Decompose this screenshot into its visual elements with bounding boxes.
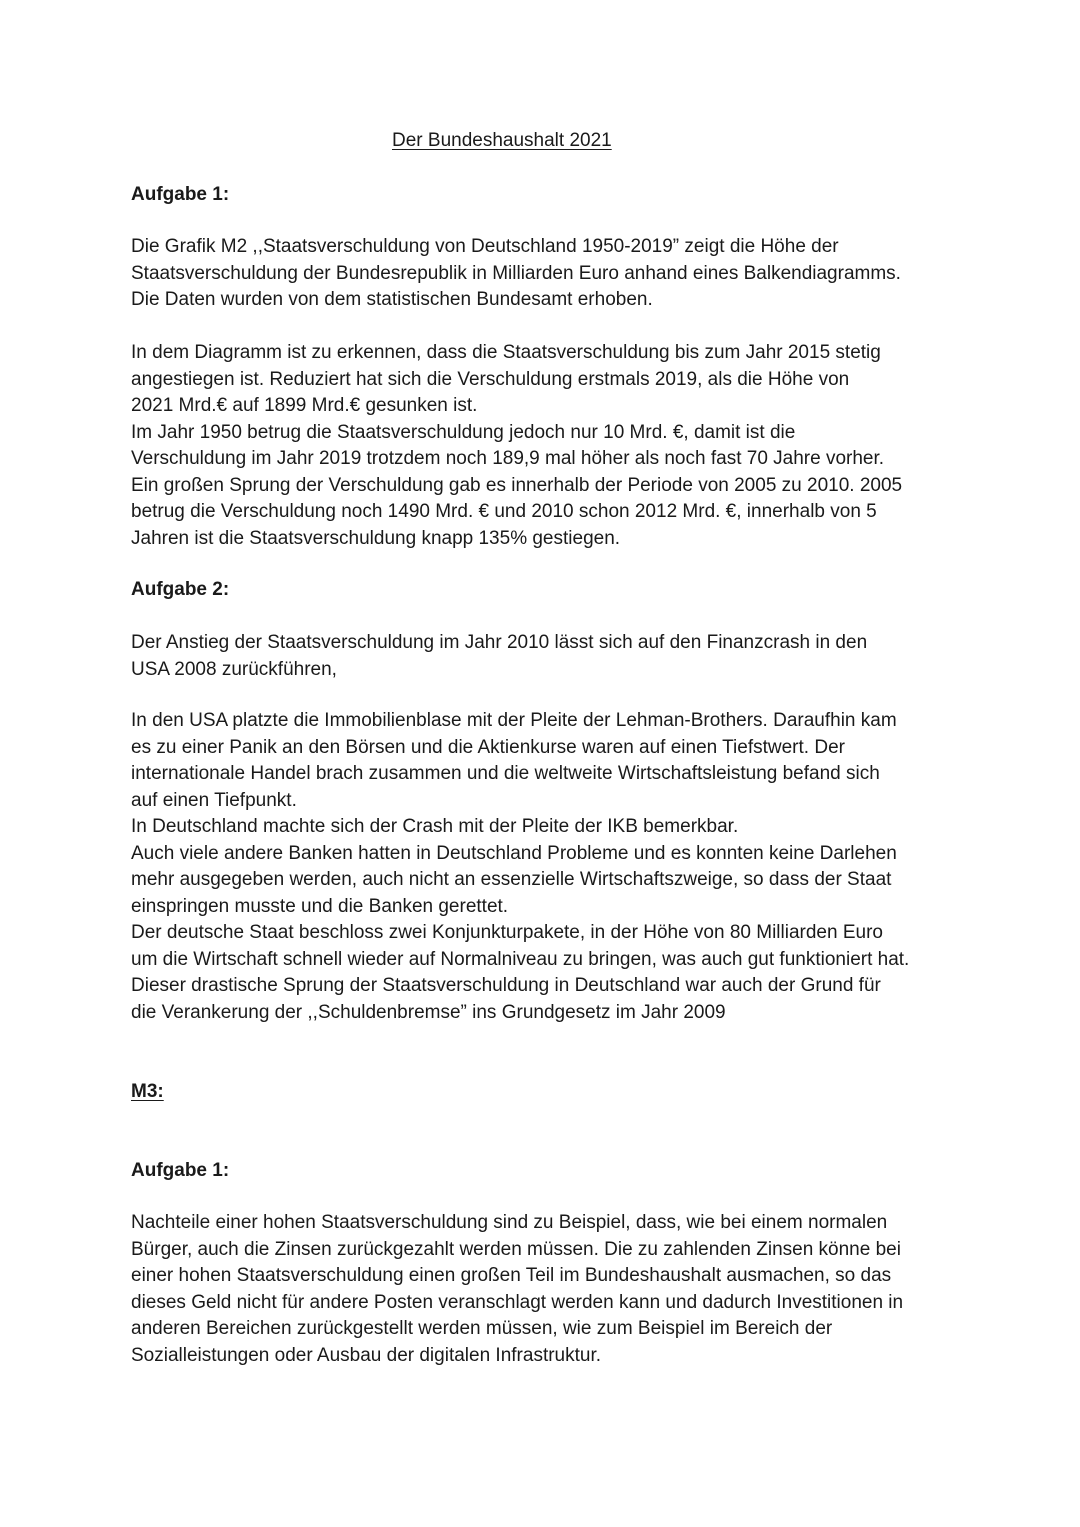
paragraph-line: internationale Handel brach zusammen und die weltweite Wirtschaftsleistung befand sich xyxy=(131,763,880,784)
paragraph-line: Staatsverschuldung der Bundesrepublik in Milliarden Euro anhand eines Balkendiagramms. xyxy=(131,262,901,284)
paragraph-line: die Verankerung der ,,Schuldenbremse” ins Grundgesetz im Jahr 2009 xyxy=(131,1001,726,1023)
heading-aufgabe-2: Aufgabe 2: xyxy=(131,579,230,600)
paragraph-line: Nachteile einer hohen Staatsverschuldung sind zu Beispiel, dass, wie bei einem normalen xyxy=(131,1212,888,1233)
paragraph-line: Verschuldung im Jahr 2019 trotzdem noch 189,9 mal höher als noch fast 70 Jahre vorher. xyxy=(131,448,885,469)
paragraph-5 xyxy=(131,1210,961,1369)
paragraph-line: betrug die Verschuldung noch 1490 Mrd. € und 2010 schon 2012 Mrd. €, innerhalb von 5 xyxy=(131,501,877,522)
paragraph-line: einer hohen Staatsverschuldung einen großen Teil im Bundeshaushalt ausmachen, so das xyxy=(131,1265,892,1286)
paragraph-line: Die Daten wurden von dem statistischen Bundesamt erhoben. xyxy=(131,289,653,310)
paragraph-line: Der Anstieg der Staatsverschuldung im Jahr 2010 lässt sich auf den Finanzcrash in den xyxy=(131,632,868,653)
paragraph-line: es zu einer Panik an den Börsen und die Aktienkurse waren auf einen Tiefstwert. Der xyxy=(131,736,845,758)
paragraph-line: mehr ausgegeben werden, auch nicht an essenzielle Wirtschaftszweige, so dass der Staat xyxy=(131,869,892,890)
paragraph-line: um die Wirtschaft schnell wieder auf Normalniveau zu bringen, was auch gut funktioniert hat. xyxy=(131,948,910,970)
paragraph-4 xyxy=(131,708,961,1026)
paragraph-line: Bürger, auch die Zinsen zurückgezahlt werden müssen. Die zu zahlenden Zinsen könne bei xyxy=(131,1238,901,1260)
paragraph-line: In dem Diagramm ist zu erkennen, dass die Staatsverschuldung bis zum Jahr 2015 stetig xyxy=(131,342,881,363)
paragraph-line: Der deutsche Staat beschloss zwei Konjunkturpakete, in der Höhe von 80 Milliarden Euro xyxy=(131,922,883,943)
paragraph-line: anderen Bereichen zurückgestellt werden müssen, wie zum Beispiel im Bereich der xyxy=(131,1318,833,1339)
heading-aufgabe-1-m3: Aufgabe 1: xyxy=(131,1160,230,1181)
paragraph-line: Im Jahr 1950 betrug die Staatsverschuldung jedoch nur 10 Mrd. €, damit ist die xyxy=(131,421,796,443)
paragraph-line: Die Grafik M2 ,,Staatsverschuldung von Deutschland 1950-2019” zeigt die Höhe der xyxy=(131,236,839,257)
paragraph-2 xyxy=(131,340,961,552)
paragraph-line: USA 2008 zurückführen, xyxy=(131,658,337,680)
heading-m3: M3: xyxy=(131,1081,164,1102)
document-title: Der Bundeshaushalt 2021 xyxy=(392,130,612,151)
paragraph-line: dieses Geld nicht für andere Posten veranschlagt werden kann und dadurch Investitionen in xyxy=(131,1291,904,1313)
paragraph-line: Sozialleistungen oder Ausbau der digitalen Infrastruktur. xyxy=(131,1344,602,1366)
paragraph-line: Ein großen Sprung der Verschuldung gab es innerhalb der Periode von 2005 zu 2010. 2005 xyxy=(131,474,903,496)
paragraph-line: Jahren ist die Staatsverschuldung knapp 135% gestiegen. xyxy=(131,527,621,549)
paragraph-line: In Deutschland machte sich der Crash mit der Pleite der IKB bemerkbar. xyxy=(131,816,739,837)
paragraph-line: angestiegen ist. Reduziert hat sich die Verschuldung erstmals 2019, als die Höhe von xyxy=(131,368,850,390)
heading-aufgabe-1: Aufgabe 1: xyxy=(131,184,230,205)
paragraph-line: auf einen Tiefpunkt. xyxy=(131,789,297,811)
paragraph-line: In den USA platzte die Immobilienblase mit der Pleite der Lehman-Brothers. Daraufhin kam xyxy=(131,710,897,731)
paragraph-line: Auch viele andere Banken hatten in Deutschland Probleme und es konnten keine Darlehen xyxy=(131,842,897,864)
paragraph-line: Dieser drastische Sprung der Staatsverschuldung in Deutschland war auch der Grund für xyxy=(131,975,881,996)
paragraph-3 xyxy=(131,630,961,683)
paragraph-line: 2021 Mrd.€ auf 1899 Mrd.€ gesunken ist. xyxy=(131,395,478,416)
paragraph-1 xyxy=(131,234,961,314)
paragraph-line: einspringen musste und die Banken gerettet. xyxy=(131,895,509,917)
